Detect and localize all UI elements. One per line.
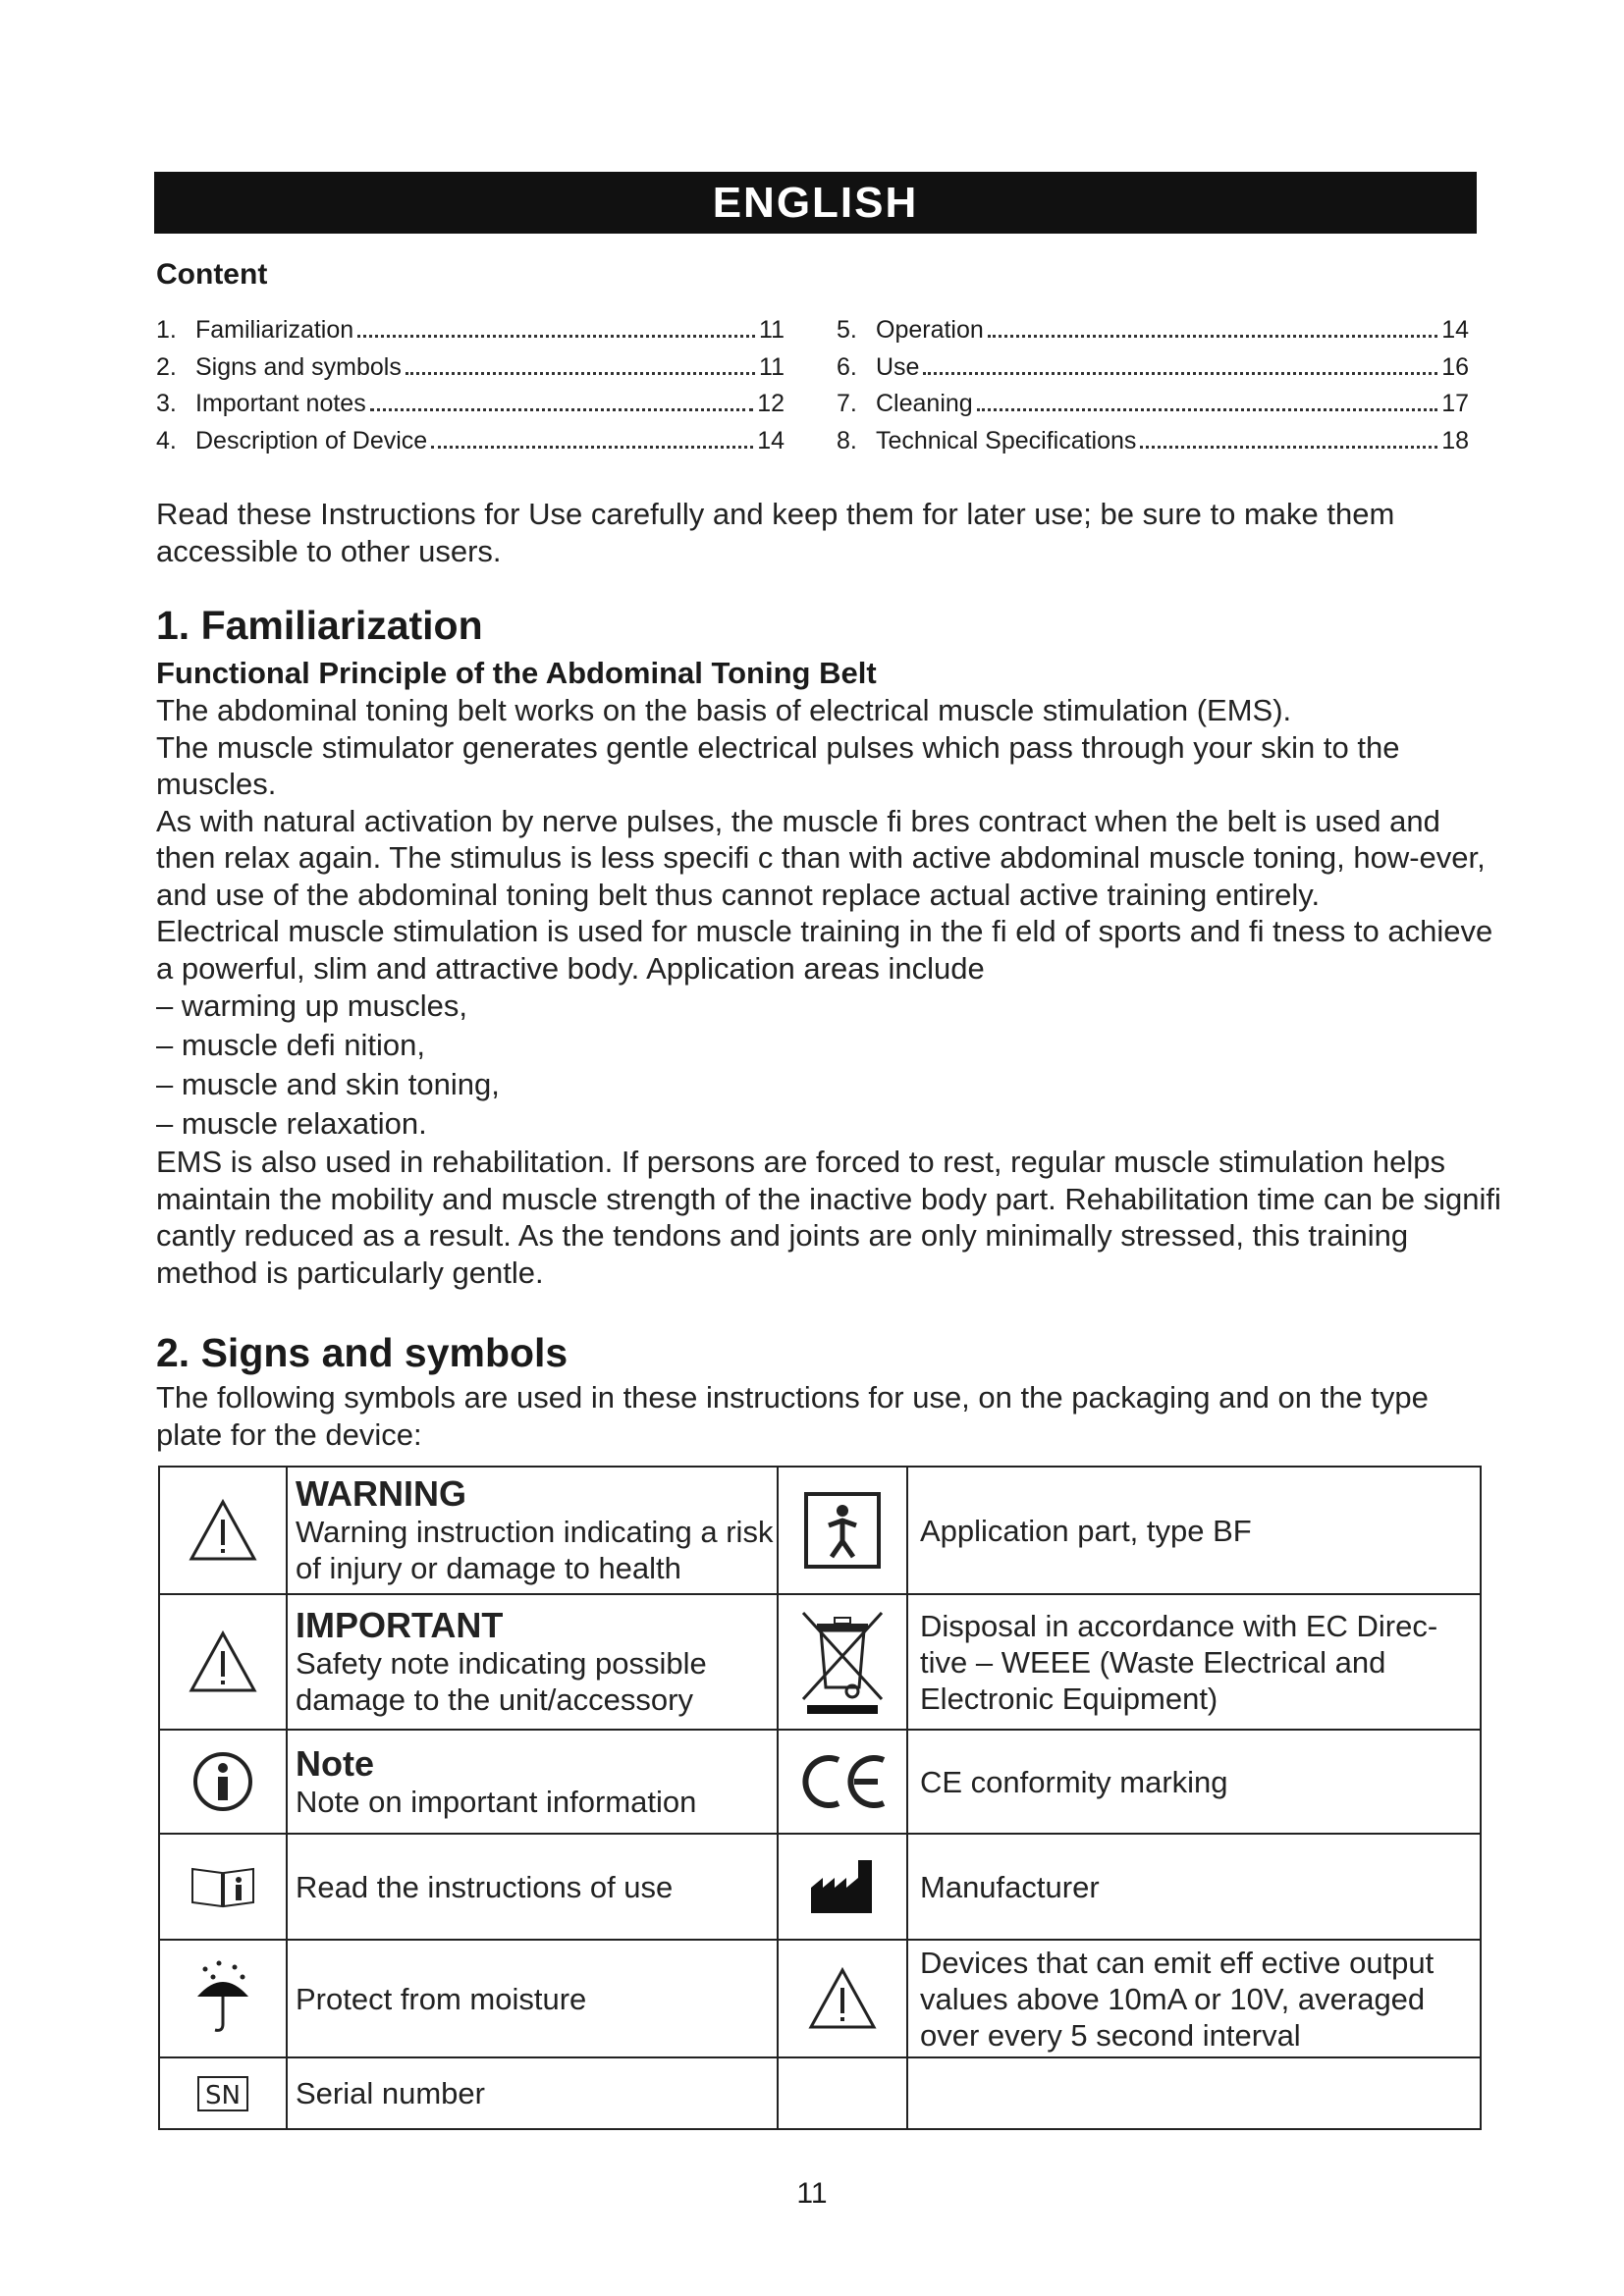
list-item: – warming up muscles,: [156, 988, 468, 1023]
serial-number-icon: [195, 2074, 250, 2113]
symbol-description: Devices that can emit eff ective output values above 10mA or 10V, averaged over every 5 second interval: [920, 1945, 1435, 2053]
toc-left-column: [156, 316, 785, 463]
table-cell: [287, 1730, 778, 1834]
symbol-description: Note on important information: [296, 1784, 697, 1819]
table-row: [159, 1730, 1481, 1834]
table-cell: [778, 1467, 907, 1594]
table-cell: [778, 1594, 907, 1730]
paragraph: As with natural activation by nerve pulses, the muscle fi bres contract when the belt is used and then relax again. The stimulus is less specifi c than with active abdominal muscle toning, how-ever, and use of the abdominal toning belt thus cannot replace actual active training entirely.: [156, 803, 1486, 912]
toc-item[interactable]: [837, 390, 1469, 427]
toc-num: 3.: [156, 390, 177, 417]
symbol-title: Note: [296, 1742, 374, 1784]
symbol-title: WARNING: [296, 1473, 466, 1514]
table-cell: [287, 1467, 778, 1594]
paragraph: EMS is also used in rehabilitation. If persons are forced to rest, regular muscle stimulation helps maintain the mobility and muscle strength of the inactive body part. Rehabilitation time can be signifi cantly reduced as a result. As the tendons and joints are only minimally stressed, this training method is particularly gentle.: [156, 1145, 1501, 1290]
symbol-description: Disposal in accordance with EC Direc-tive – WEEE (Waste Electrical and Electronic Equipment): [920, 1608, 1438, 1716]
table-cell: [159, 1940, 287, 2057]
toc-right-column: [837, 316, 1469, 463]
toc-num: 6.: [837, 352, 857, 381]
toc-item[interactable]: [156, 427, 785, 464]
toc-page: 14: [757, 426, 785, 454]
subheading-functional-principle: Functional Principle of the Abdominal Toning Belt: [156, 656, 877, 690]
weee-bin-icon: [797, 1607, 888, 1717]
toc-num: 2.: [156, 352, 177, 381]
toc-page: 18: [1441, 426, 1469, 454]
toc-leader: [977, 408, 1438, 411]
toc-label: Operation: [876, 316, 984, 344]
symbol-description: CE conformity marking: [920, 1764, 1228, 1799]
toc-num: 7.: [837, 390, 857, 417]
table-cell: [907, 1834, 1481, 1940]
symbol-title: IMPORTANT: [296, 1605, 504, 1645]
list-item: – muscle defi nition,: [156, 1028, 425, 1062]
table-row: [159, 1834, 1481, 1940]
table-cell: [778, 1834, 907, 1940]
info-icon: [191, 1750, 254, 1813]
toc-page: 16: [1441, 352, 1469, 381]
toc-label: Description of Device: [195, 426, 428, 454]
toc-item[interactable]: [156, 316, 785, 353]
application-areas-list: [156, 987, 1501, 1144]
familiarization-body: [156, 692, 1501, 1291]
toc-page: 11: [759, 316, 785, 344]
toc-label: Familiarization: [195, 316, 354, 344]
table-cell: [907, 2057, 1481, 2129]
toc-leader: [370, 408, 753, 411]
table-cell: [159, 1730, 287, 1834]
warning-triangle-icon: [808, 1966, 877, 2031]
toc-item[interactable]: [837, 316, 1469, 353]
toc-num: 5.: [837, 316, 857, 344]
table-cell: [907, 1940, 1481, 2057]
toc-page: 11: [759, 352, 785, 381]
symbol-description: Manufacturer: [920, 1869, 1100, 1904]
symbol-description: Read the instructions of use: [296, 1869, 674, 1904]
table-cell: [907, 1730, 1481, 1834]
paragraph: The muscle stimulator generates gentle electrical pulses which pass through your skin to the muscles.: [156, 729, 1400, 801]
toc-leader: [923, 372, 1437, 375]
toc-label: Use: [876, 352, 920, 381]
toc-item[interactable]: [837, 427, 1469, 464]
table-cell: [159, 1834, 287, 1940]
table-cell: [778, 1730, 907, 1834]
table-cell: [907, 1594, 1481, 1730]
table-cell: [287, 1834, 778, 1940]
table-cell: [287, 1594, 778, 1730]
section-heading-signs: 2. Signs and symbols: [156, 1330, 568, 1375]
paragraph: Electrical muscle stimulation is used for muscle training in the fi eld of sports and fi tness to achieve a powerful, slim and attractive body. Application areas include: [156, 914, 1493, 986]
toc-page: 14: [1441, 316, 1469, 344]
table-row: [159, 2057, 1481, 2129]
toc-leader: [988, 335, 1437, 338]
toc-label: Signs and symbols: [195, 352, 402, 381]
toc-item[interactable]: [156, 353, 785, 391]
toc-num: 4.: [156, 426, 177, 454]
umbrella-icon: [191, 1957, 254, 2040]
toc-leader: [357, 335, 755, 338]
table-cell: [778, 2057, 907, 2129]
manufacturer-icon: [807, 1858, 878, 1915]
intro-paragraph: Read these Instructions for Use carefully and keep them for later use; be sure to make them accessible to other users.: [156, 497, 1395, 568]
toc-num: 1.: [156, 316, 177, 344]
paragraph: The abdominal toning belt works on the basis of electrical muscle stimulation (EMS).: [156, 693, 1292, 727]
symbol-description: Serial number: [296, 2076, 485, 2110]
toc-leader: [431, 446, 753, 449]
symbol-description: Protect from moisture: [296, 1981, 587, 2016]
instruction-book-icon: [189, 1863, 257, 1910]
table-row: [159, 1467, 1481, 1594]
toc-title: Content: [156, 258, 268, 291]
symbol-description: Application part, type BF: [920, 1513, 1252, 1548]
table-cell: [287, 1940, 778, 2057]
ce-mark-icon: [795, 1752, 890, 1811]
toc-page: 17: [1441, 390, 1469, 417]
table-cell: [159, 1594, 287, 1730]
type-bf-icon: [802, 1490, 883, 1571]
toc-num: 8.: [837, 426, 857, 454]
table-row: [159, 1940, 1481, 2057]
symbols-table: [158, 1466, 1482, 2130]
warning-triangle-icon: [189, 1498, 257, 1563]
table-row: [159, 1594, 1481, 1730]
warning-triangle-icon: [189, 1629, 257, 1694]
toc-item[interactable]: [837, 353, 1469, 391]
toc-label: Technical Specifications: [876, 426, 1137, 454]
table-cell: [287, 2057, 778, 2129]
toc-page: 12: [757, 390, 785, 417]
symbol-description: Warning instruction indicating a risk of injury or damage to health: [296, 1515, 774, 1585]
svg-text:SN: SN: [205, 2080, 241, 2110]
toc-label: Important notes: [195, 390, 366, 417]
section-heading-familiarization: 1. Familiarization: [156, 603, 483, 648]
language-banner: ENGLISH: [154, 172, 1477, 234]
table-cell: [778, 1940, 907, 2057]
table-cell: [907, 1467, 1481, 1594]
page-number: 11: [796, 2177, 828, 2210]
table-cell: [159, 2057, 287, 2129]
symbol-description: Safety note indicating possible damage to the unit/accessory: [296, 1646, 707, 1717]
list-item: – muscle relaxation.: [156, 1106, 427, 1141]
toc-leader: [1140, 446, 1437, 449]
toc-item[interactable]: [156, 390, 785, 427]
toc-label: Cleaning: [876, 390, 973, 417]
list-item: – muscle and skin toning,: [156, 1067, 500, 1101]
signs-intro: The following symbols are used in these instructions for use, on the packaging and on the type plate for the device:: [156, 1380, 1429, 1452]
toc-leader: [406, 372, 755, 375]
table-cell: [159, 1467, 287, 1594]
